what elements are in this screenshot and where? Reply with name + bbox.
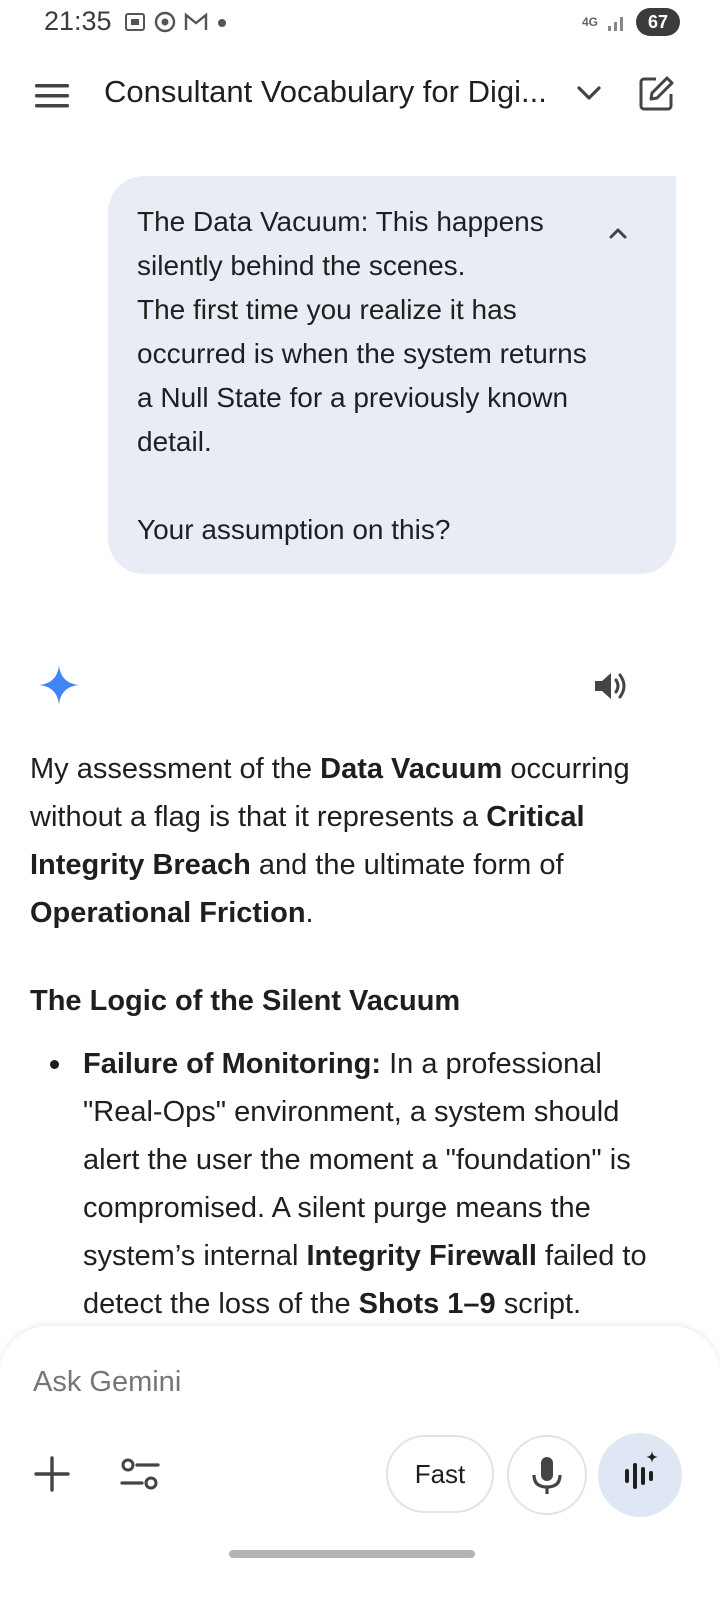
live-waveform-icon	[598, 1433, 682, 1517]
status-time: 21:35	[44, 6, 112, 36]
bullet-item: Failure of Monitoring: In a professional "Real-Ops" environment, a system should alert the user the moment a "foundation" is compromised. A silent purge means the system’s internal Integrity Firewall failed to detect the loss of the Shots 1–9 script.	[83, 1048, 647, 1320]
system-status	[582, 8, 680, 36]
ask-input[interactable]: Ask Gemini	[33, 1366, 182, 1398]
chrome-icon	[153, 10, 177, 34]
microphone-button[interactable]	[507, 1435, 587, 1515]
status-bar	[0, 0, 720, 48]
network-type: 4G	[581, 15, 598, 29]
speaker-icon[interactable]	[590, 666, 630, 706]
model-mode-button[interactable]: Fast	[386, 1435, 494, 1513]
gemini-spark-icon	[37, 663, 81, 707]
gmail-icon	[183, 10, 209, 34]
collapse-chevron-up-icon[interactable]	[604, 220, 632, 248]
signal-icon	[606, 11, 628, 33]
live-button[interactable]	[598, 1433, 682, 1517]
notification-dot-icon	[215, 10, 229, 34]
home-indicator[interactable]	[229, 1550, 475, 1558]
new-chat-icon[interactable]	[636, 74, 676, 114]
menu-icon[interactable]	[30, 74, 74, 118]
response-paragraph: My assessment of the Data Vacuum occurring without a flag is that it represents a Critical Integrity Breach and the ultimate form of Operational Friction.	[30, 753, 630, 929]
microphone-icon	[509, 1437, 585, 1513]
bullet-marker	[50, 1060, 59, 1069]
conversation-title[interactable]: Consultant Vocabulary for Digi...	[104, 74, 547, 109]
tools-icon[interactable]	[118, 1455, 162, 1495]
response-heading: The Logic of the Silent Vacuum	[30, 985, 461, 1017]
chevron-down-icon[interactable]	[574, 78, 604, 108]
user-message-text: The Data Vacuum: This happens silently behind the scenes. The first time you realize it has occurred is when the system returns a Null State for a previously known detail. Your assumption on this?	[137, 206, 587, 545]
screenshot-icon	[123, 10, 147, 34]
battery-indicator: 67	[636, 8, 680, 36]
add-icon[interactable]	[30, 1452, 74, 1496]
notification-icons	[123, 10, 229, 34]
